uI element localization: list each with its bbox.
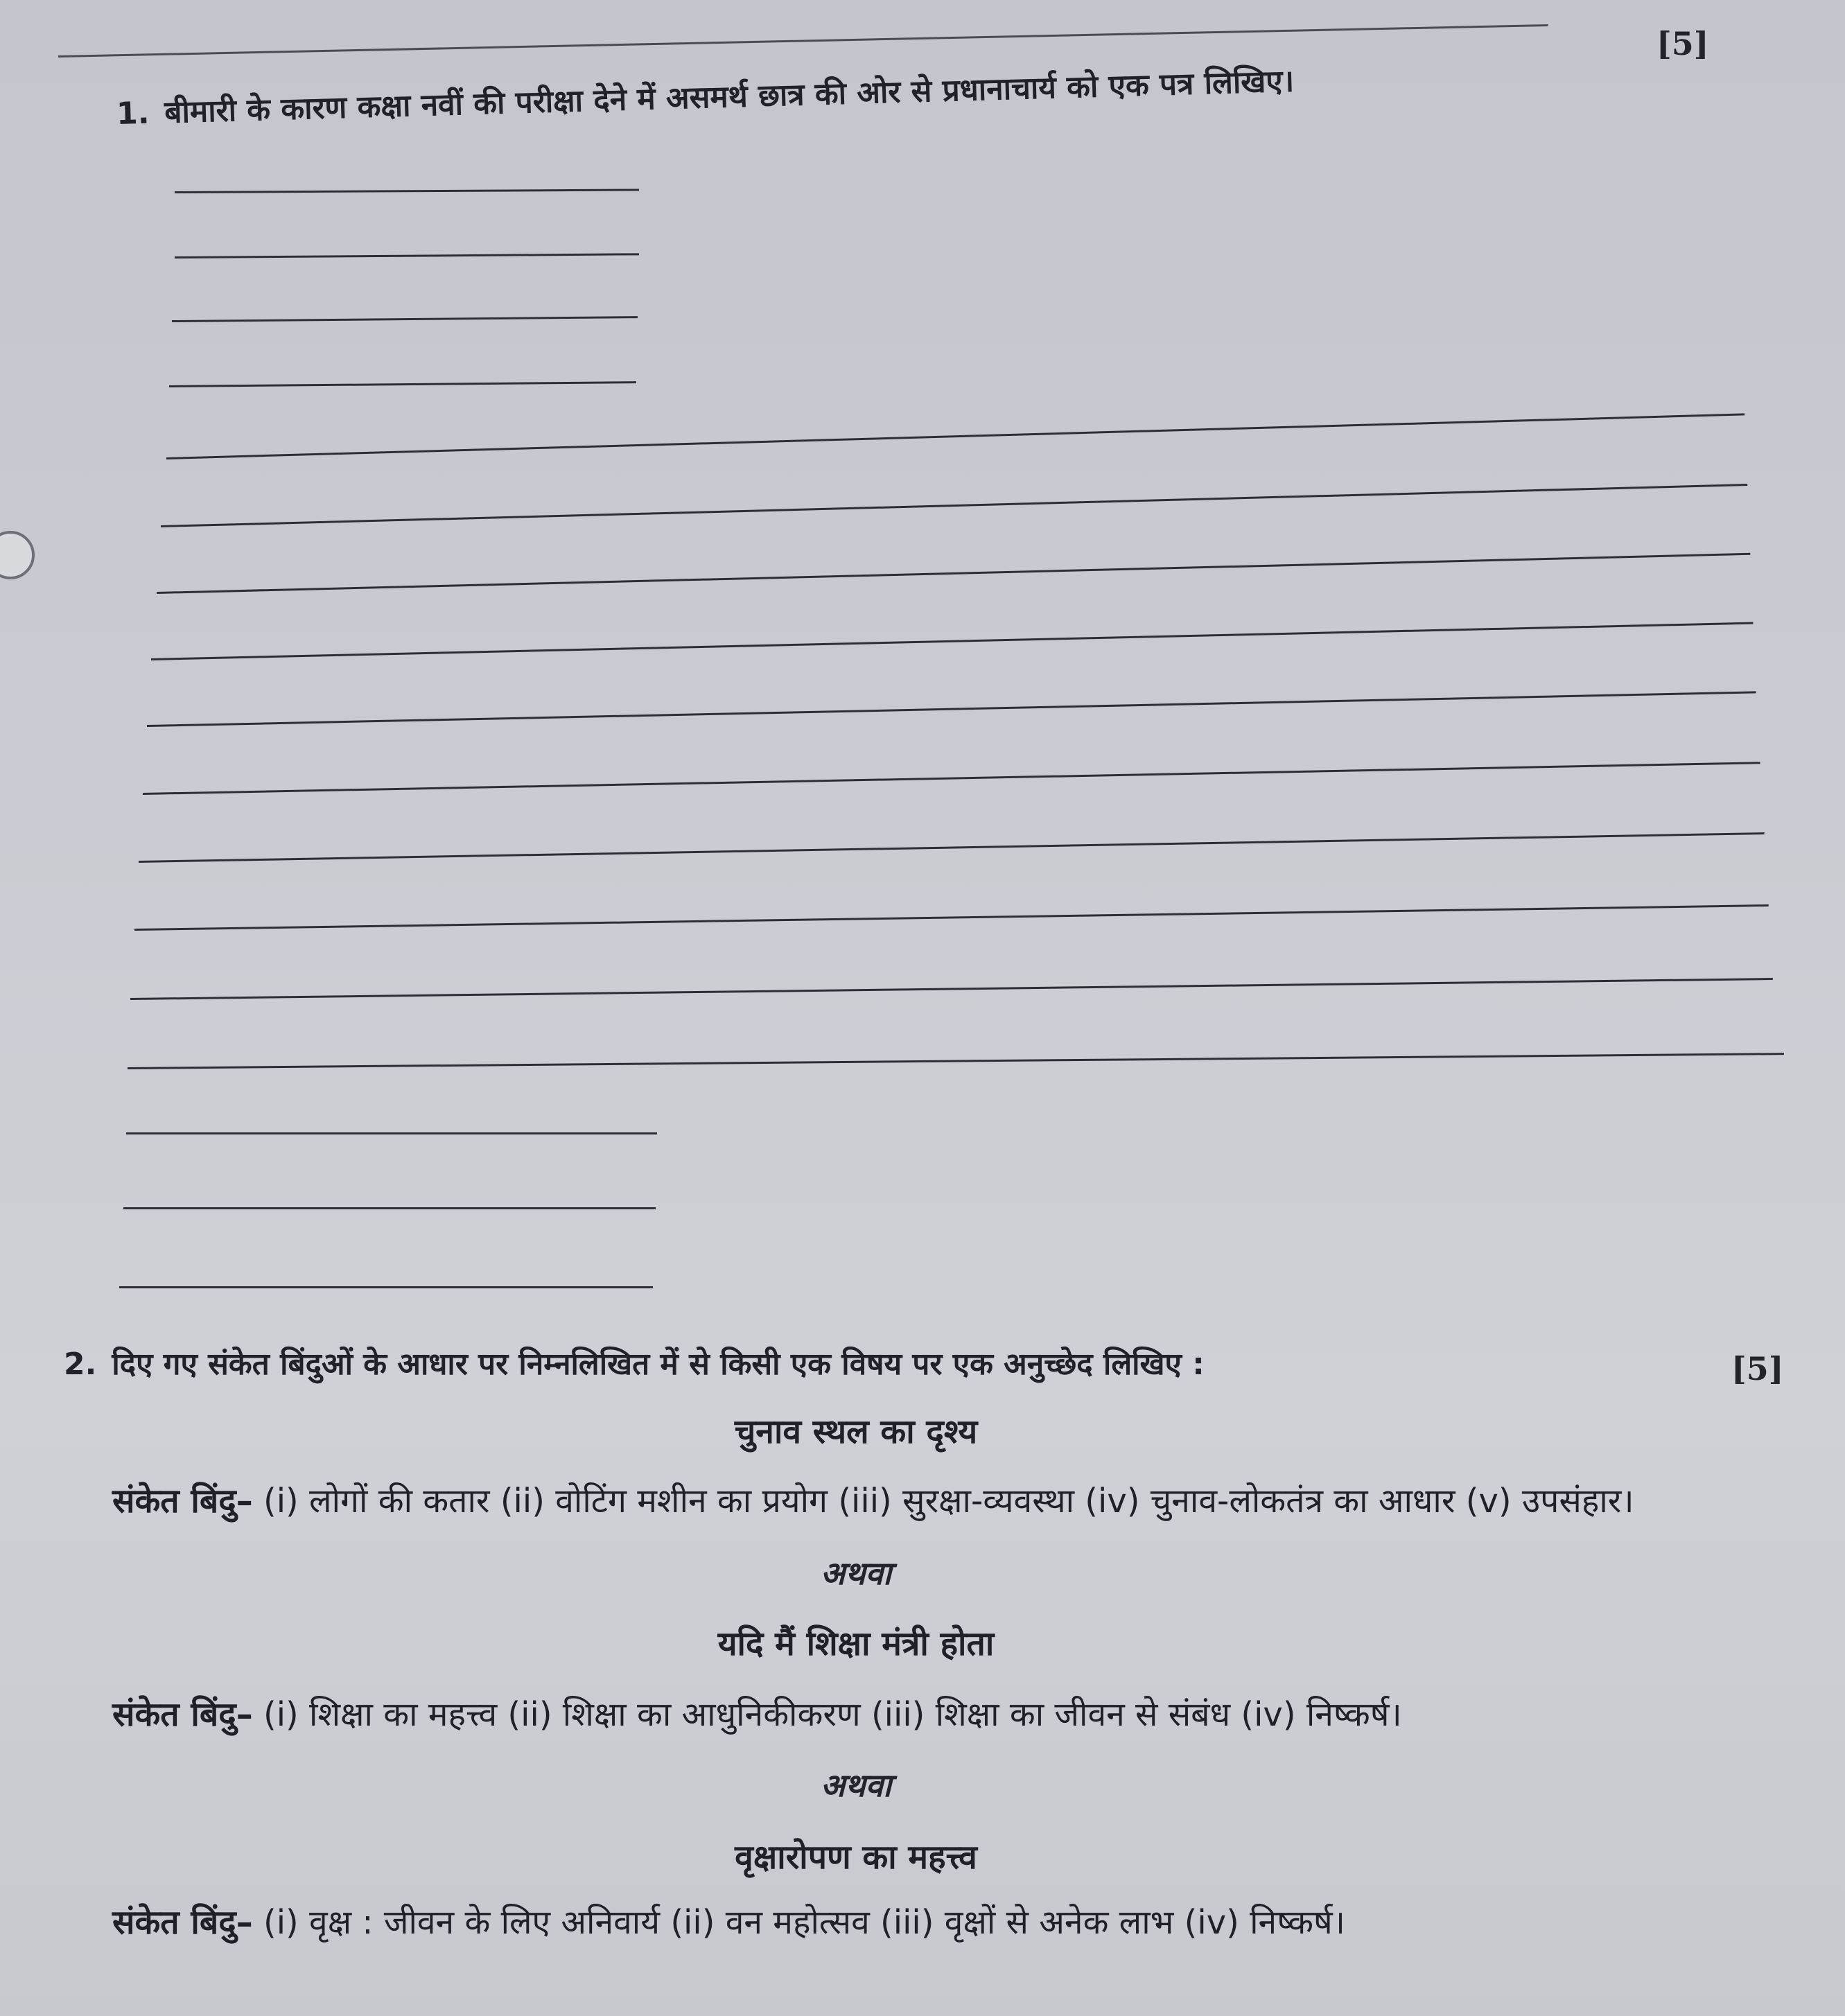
question-1-text: बीमारी के कारण कक्षा नवीं की परीक्षा देने में असमर्थ छात्र की ओर से प्रधानाचार्य को एक पत्र लिखिए।: [164, 63, 1295, 131]
points-text: (i) वृक्ष : जीवन के लिए अनिवार्य (ii) वन महोत्सव (iii) वृक्षों से अनेक लाभ (iv) निष्कर्ष।: [263, 1903, 1345, 1942]
top-divider: [58, 24, 1548, 58]
points-label: संकेत बिंदु–: [112, 1482, 253, 1520]
topic-title: चुनाव स्थल का दृश्य: [734, 1412, 978, 1451]
points-label: संकेत बिंदु–: [112, 1903, 253, 1942]
topic-points: [112, 1478, 1634, 1523]
question-2-text: दिए गए संकेत बिंदुओं के आधार पर निम्नलिखित में से किसी एक विषय पर एक अनुच्छेद लिखिए :: [112, 1347, 1205, 1382]
answer-line: [169, 381, 636, 387]
question-2: [64, 1342, 1205, 1383]
topic-points: [112, 1691, 1402, 1736]
points-text: (i) शिक्षा का महत्त्व (ii) शिक्षा का आधुनिकीकरण (iii) शिक्षा का जीवन से संबंध (iv) निष्कर्ष।: [263, 1695, 1402, 1734]
topic-points: [112, 1899, 1345, 1944]
topic-title: वृक्षारोपण का महत्त्व: [735, 1838, 977, 1877]
or-label: अथवा: [820, 1767, 892, 1804]
answer-line: [157, 553, 1750, 594]
answer-line: [151, 622, 1753, 660]
answer-line: [166, 413, 1745, 459]
answer-line: [175, 253, 639, 258]
points-text: (i) लोगों की कतार (ii) वोटिंग मशीन का प्रयोग (iii) सुरक्षा-व्यवस्था (iv) चुनाव-लोकतंत्र का आधार (v) उपसंहार।: [263, 1482, 1634, 1520]
question-1-number: 1.: [116, 95, 150, 132]
answer-line: [172, 316, 638, 322]
points-label: संकेत बिंदु–: [112, 1695, 253, 1734]
answer-line: [161, 484, 1747, 527]
answer-line: [175, 189, 639, 193]
question-2-marks: [5]: [1731, 1350, 1784, 1387]
question-1-marks: [5]: [1656, 25, 1709, 62]
punch-hole: [0, 531, 35, 579]
topic-title: यदि मैं शिक्षा मंत्री होता: [717, 1624, 995, 1663]
answer-line: [143, 762, 1760, 795]
answer-line: [134, 904, 1769, 931]
answer-line: [139, 832, 1765, 863]
or-label: अथवा: [820, 1554, 892, 1592]
answer-line: [147, 691, 1756, 727]
question-2-number: 2.: [64, 1347, 97, 1382]
answer-line: [119, 1286, 653, 1288]
answer-line: [128, 1053, 1784, 1069]
answer-line: [126, 1132, 657, 1134]
question-1: [116, 59, 1295, 133]
answer-line: [130, 978, 1773, 1000]
answer-line: [123, 1207, 656, 1209]
